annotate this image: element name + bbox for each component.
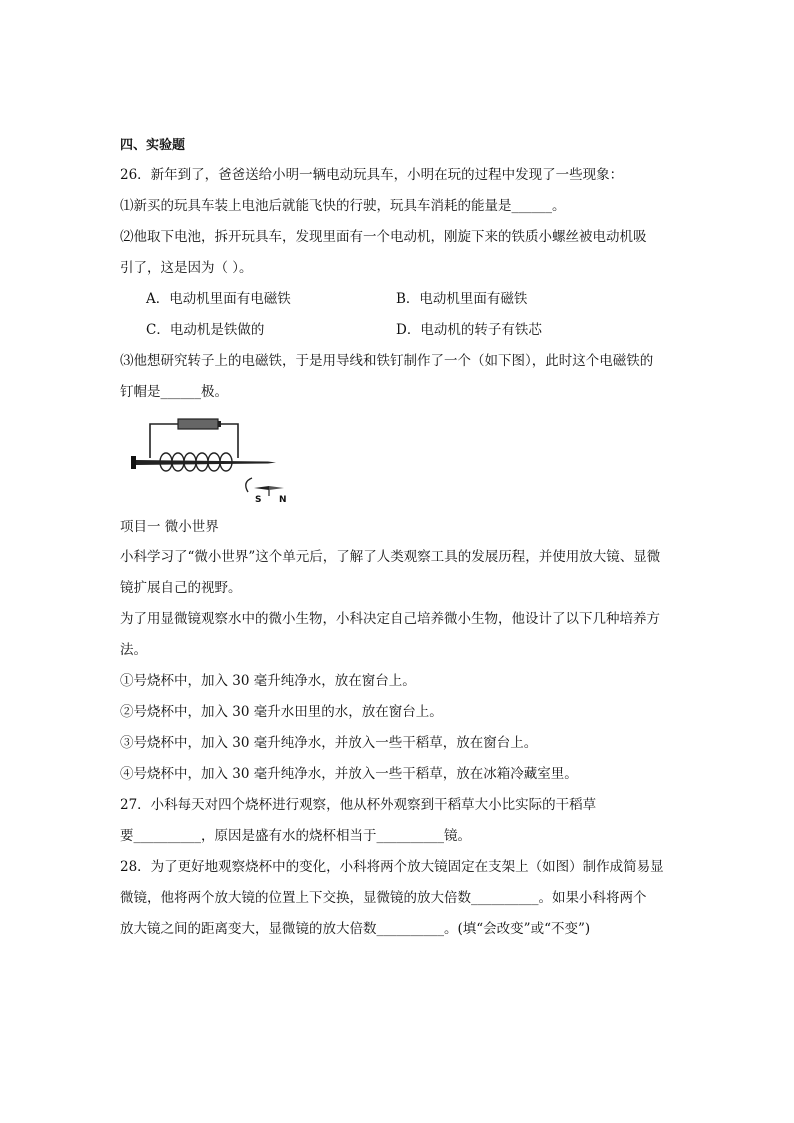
- method-item: ②号烧杯中，加入 30 毫升水田里的水，放在窗台上。: [120, 704, 443, 720]
- nail-body: [136, 460, 276, 465]
- wire-right: [220, 424, 238, 458]
- electromagnet-diagram: [128, 416, 298, 504]
- nail-head: [131, 456, 136, 469]
- q26-part3-line1: ⑶他想研究转子上的电磁铁，于是用导线和铁钉制作了一个（如下图），此时这个电磁铁的: [120, 353, 654, 369]
- q28-line3: 放大镜之间的距离变大，显微镜的放大倍数__________。(填“会改变”或“不变”): [120, 921, 591, 937]
- q26-part2-line1: ⑵他取下电池，拆开玩具车，发现里面有一个电动机，刚旋下来的铁质小螺丝被电动机吸: [120, 229, 647, 245]
- option-d: D．电动机的转子有铁芯: [396, 322, 542, 338]
- q27-line1: 27．小科每天对四个烧杯进行观察，他从杯外观察到干稻草大小比实际的干稻草: [120, 797, 597, 813]
- battery-terminal: [218, 421, 221, 427]
- section-title: 四、实验题: [120, 138, 186, 153]
- q26-stem: 26．新年到了，爸爸送给小明一辆电动玩具车，小明在玩的过程中发现了一些现象：: [120, 167, 624, 183]
- q27-line2: 要__________，原因是盛有水的烧杯相当于__________镜。: [120, 828, 471, 844]
- project-plan-line1: 为了用显微镜观察水中的微小生物，小科决定自己培养微小生物，他设计了以下几种培养方: [120, 611, 660, 627]
- electromagnet-figure: [120, 408, 680, 512]
- option-c: C．电动机是铁做的: [146, 322, 265, 338]
- q26-part2-line2: 引了，这是因为（ ）。: [120, 260, 253, 276]
- compass-needle-n: [269, 486, 284, 490]
- q28-line2: 微镜，他将两个放大镜的位置上下交换，显微镜的放大倍数__________。如果小科将两个: [120, 890, 647, 906]
- option-a: A．电动机里面有电磁铁: [146, 291, 291, 307]
- method-item: ①号烧杯中，加入 30 毫升纯净水，放在窗台上。: [120, 673, 416, 689]
- project-intro-line2: 镜扩展自己的视野。: [120, 580, 242, 596]
- compass-arc: [246, 478, 252, 492]
- project-intro-line1: 小科学习了“微小世界”这个单元后，了解了人类观察工具的发展历程，并使用放大镜、显微: [120, 549, 661, 565]
- option-b: B．电动机里面有磁铁: [396, 291, 528, 307]
- compass-s-label: S: [255, 495, 262, 504]
- method-item: ③号烧杯中，加入 30 毫升纯净水，并放入一些干稻草，放在窗台上。: [120, 735, 538, 751]
- q28-line1: 28．为了更好地观察烧杯中的变化，小科将两个放大镜固定在支架上（如图）制作成简易显: [120, 859, 664, 875]
- project-title: 项目一 微小世界: [120, 519, 219, 535]
- compass-needle-s: [254, 486, 269, 490]
- battery-icon: [178, 419, 218, 429]
- q26-part1: ⑴新买的玩具车装上电池后就能飞快的行驶，玩具车消耗的能量是______。: [120, 198, 566, 214]
- compass-n-label: N: [279, 495, 287, 504]
- q26-options-row-2: [120, 315, 680, 346]
- project-plan-line2: 法。: [120, 642, 147, 658]
- document-body: [120, 132, 680, 945]
- method-item: ④号烧杯中，加入 30 毫升纯净水，并放入一些干稻草，放在冰箱冷藏室里。: [120, 766, 578, 782]
- q26-part3-line2: 钉帽是______极。: [120, 384, 228, 400]
- q26-options-row-1: [120, 284, 680, 315]
